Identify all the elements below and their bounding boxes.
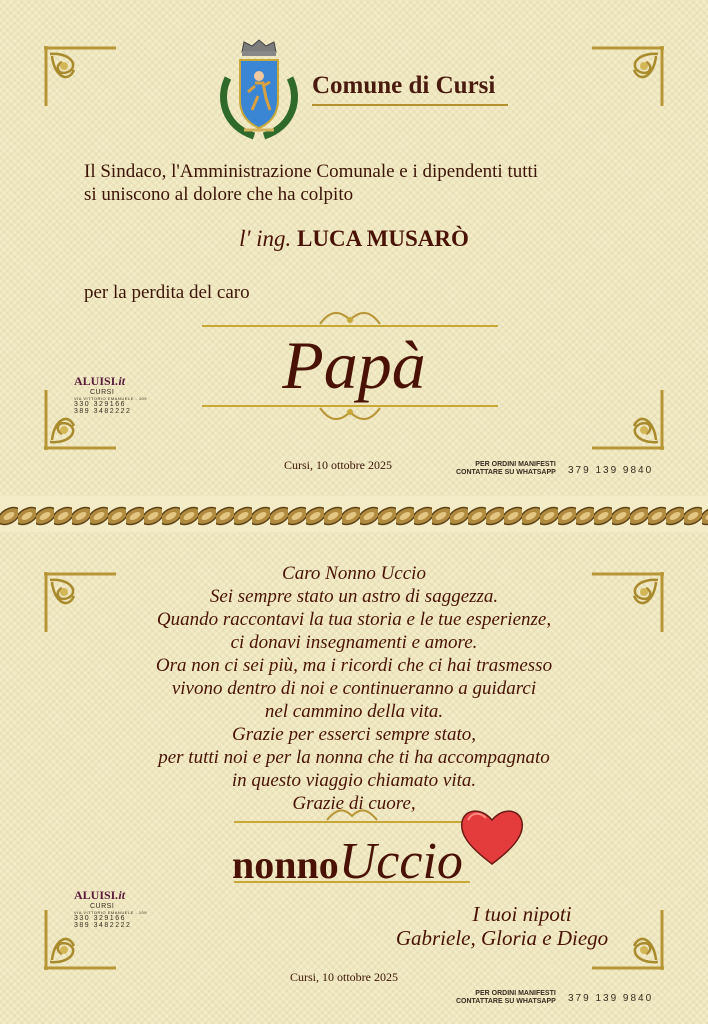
- honorific: l' ing.: [239, 226, 292, 251]
- grandchildren-names: Gabriele, Gloria e Diego: [395, 926, 609, 950]
- poem-line: Sei sempre stato un astro di saggezza.: [209, 586, 499, 607]
- rope-divider: [0, 496, 708, 536]
- order-phone: 379 139 9840: [568, 465, 654, 476]
- intro-line-1: Il Sindaco, l'Amministrazione Comunale e i dipendenti tutti: [84, 161, 539, 182]
- logo-phone-1: 330 329166: [74, 401, 126, 408]
- logo-town: CURSI: [90, 389, 115, 396]
- poem-line: ci donavi insegnamenti e amore.: [230, 632, 478, 653]
- logo-address: VIA VITTORIO EMANUELE - 109: [74, 910, 147, 915]
- poem-line: Quando raccontavi la tua storia e le tue esperienze,: [156, 609, 552, 630]
- title-underline: [312, 104, 508, 106]
- intro-text: [84, 160, 538, 206]
- date-text-2: Cursi, 10 ottobre 2025: [290, 970, 398, 984]
- logo-phone-2: 389 3482222: [74, 922, 132, 929]
- logo-brand: ALUISI: [74, 374, 116, 388]
- logo-town: CURSI: [90, 903, 115, 910]
- divider-ornament-nonno-top: [232, 806, 472, 826]
- deceased-name-line: [0, 226, 708, 252]
- funeral-home-logo-2: [74, 888, 154, 929]
- top-announcement-panel: [0, 0, 708, 498]
- heart-icon: [458, 806, 526, 868]
- order-line-2: CONTATTARE SU WHATSAPP: [456, 469, 556, 476]
- poem-line: in questo viaggio chiamato vita.: [231, 770, 477, 791]
- order-line-2: CONTATTARE SU WHATSAPP: [456, 998, 556, 1005]
- municipality-title: Comune di Cursi: [312, 72, 496, 99]
- order-info-2: [456, 990, 556, 1006]
- signoff: I tuoi nipoti: [472, 902, 572, 926]
- title-word-uccio: Uccio: [338, 833, 463, 890]
- logo-brand: ALUISI: [74, 888, 116, 902]
- divider-ornament-bottom: [200, 402, 500, 424]
- logo-address: VIA VITTORIO EMANUELE - 109: [74, 396, 147, 401]
- order-phone-2: 379 139 9840: [568, 993, 654, 1004]
- logo-tld: .it: [115, 374, 126, 388]
- poem-line: Grazie di cuore,: [292, 793, 416, 814]
- date-text: Cursi, 10 ottobre 2025: [284, 458, 392, 472]
- bottom-dedication-panel: [0, 532, 708, 1024]
- order-line-1: PER ORDINI MANIFESTI: [475, 990, 556, 997]
- title-word-nonno: nonno: [232, 842, 339, 887]
- ornament-corner-top-right: [588, 42, 668, 112]
- poem-line: Ora non ci sei più, ma i ricordi che ci hai trasmesso: [155, 655, 553, 676]
- poem-line: vivono dentro di noi e continueranno a guidarci: [171, 678, 537, 699]
- coat-of-arms-icon: [214, 38, 304, 142]
- signature-block: [384, 902, 620, 950]
- ornament-corner-top-left: [40, 42, 120, 112]
- funeral-home-logo: [74, 374, 154, 415]
- logo-phone-2: 389 3482222: [74, 408, 132, 415]
- order-line-1: PER ORDINI MANIFESTI: [475, 461, 556, 468]
- poem-line: Caro Nonno Uccio: [282, 563, 426, 584]
- poem-line: per tutti noi e per la nonna che ti ha accompagnato: [158, 747, 550, 768]
- dedication-poem: [60, 562, 648, 815]
- logo-phone-1: 330 329166: [74, 915, 126, 922]
- gold-rope-icon: [0, 496, 708, 536]
- poem-line: Grazie per esserci sempre stato,: [232, 724, 476, 745]
- intro-line-2: si uniscono al dolore che ha colpito: [84, 184, 354, 205]
- deceased-name: LUCA MUSARÒ: [297, 226, 469, 251]
- order-info: [456, 461, 556, 477]
- logo-tld: .it: [115, 888, 126, 902]
- loss-text: per la perdita del caro: [84, 282, 250, 303]
- relation-title: Papà: [282, 327, 426, 403]
- divider-ornament-nonno-bottom: [232, 878, 472, 890]
- poem-line: nel cammino della vita.: [264, 701, 444, 722]
